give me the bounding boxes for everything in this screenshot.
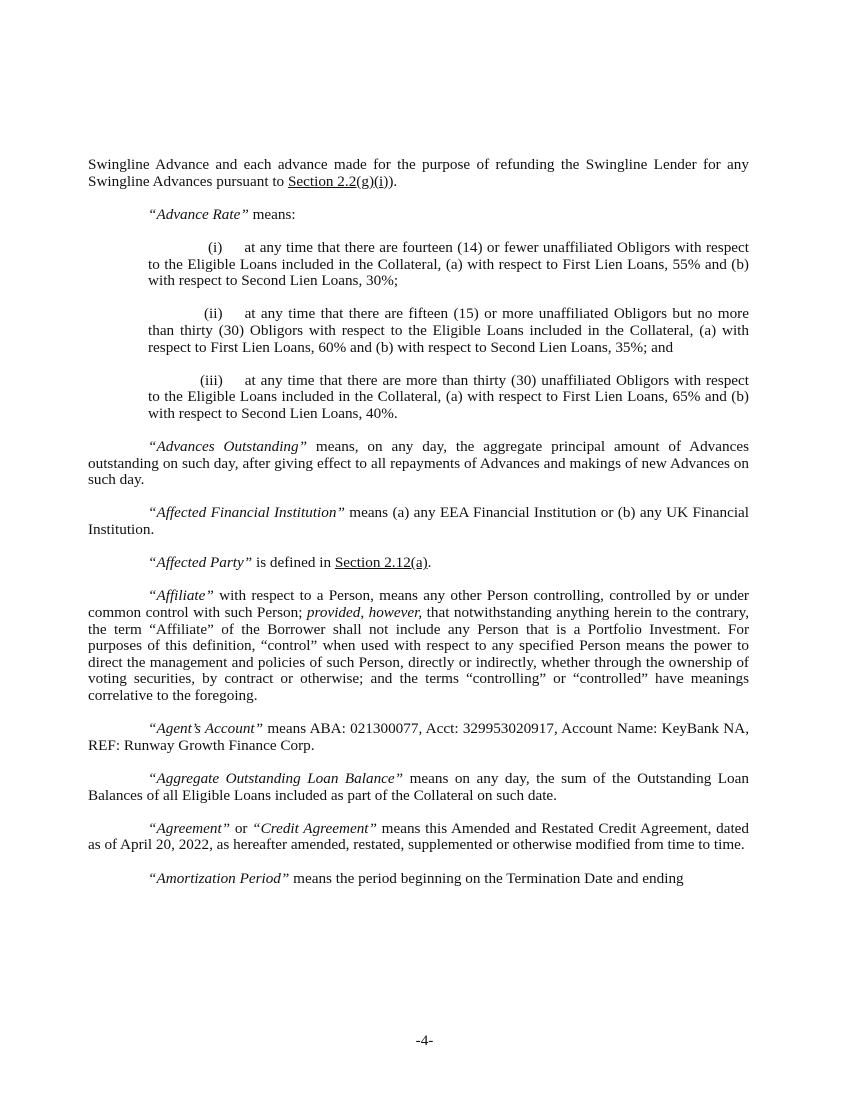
defined-term: “Credit Agreement” [252,819,377,837]
definition-aggregate-outstanding-loan-balance [88,771,749,804]
definition-advances-outstanding [88,439,749,489]
text: that notwithstanding anything herein to the contrary, the term “Affiliate” of the Borrower shall not include any Person that is a Portfolio Investment. For purposes of this definition, “control” when used with respect to any specified Person means the power to direct the management and policies of such Person, directly or indirectly, whether through the ownership of voting securities, by contract or otherwise; and the terms “controlling” or “controlled” have meanings correlative to the foregoing. [88,604,749,704]
defined-term: “Agreement” [148,819,231,837]
text: means the period beginning on the Termination Date and ending [289,869,684,887]
text: means ABA: 021300077, Acct: 329953020917, Account Name: KeyBank NA, REF: Runway Growth Finance Corp. [88,720,749,754]
text: is defined in [252,554,335,572]
text: ). [388,172,398,190]
defined-term: “Affected Financial Institution” [148,504,345,522]
clause-number: (iii) [200,371,223,389]
text: at any time that there are fourteen (14) or fewer unaffiliated Obligors with respect to the Eligible Loans included in the Collateral, (a) with respect to First Lien Loans, 55% and (b) with respect to Second Lien Loans, 30%; [148,238,749,290]
clause-iii [148,373,749,423]
definition-affected-financial-institution [88,505,749,538]
text: means, on any day, the aggregate principal amount of Advances outstanding on such day, after giving effect to all repayments of Advances and makings of new Advances on such day. [88,438,749,489]
text: at any time that there are fifteen (15) or more unaffiliated Obligors but no more than thirty (30) Obligors with respect to the Eligible Loans included in the Collateral, (a) with respect to First Lien Loans, 60% and (b) with respect to Second Lien Loans, 35%; and [148,305,749,356]
proviso: provided, however, [306,604,423,622]
clause-number: (ii) [204,305,223,323]
definition-affiliate [88,588,749,704]
defined-term: “Aggregate Outstanding Loan Balance” [148,769,404,787]
definition-advance-rate [88,207,749,224]
paragraph-swingline-continuation [88,157,749,190]
clause-number: (i) [208,238,223,256]
defined-term: “Advances Outstanding” [148,438,308,456]
text: . [427,554,432,572]
section-reference: Section 2.12(a) [334,554,428,572]
defined-term: “Affected Party” [148,554,253,572]
clause-ii [148,306,749,356]
section-reference: Section 2.2(g)(i) [287,172,389,190]
definition-affected-party [88,555,749,572]
definition-agents-account [88,721,749,754]
definition-agreement [88,821,749,854]
defined-term: “Advance Rate” [148,205,249,223]
text: with respect to a Person, means any other Person controlling, controlled by or under common control with such Person; [88,587,749,622]
defined-term: “Affiliate” [148,587,214,605]
text: means on any day, the sum of the Outstanding Loan Balances of all Eligible Loans included as part of the Collateral on such date. [88,769,749,804]
clause-i [148,240,749,290]
text: means this Amended and Restated Credit Agreement, dated as of April 20, 2022, as hereafter amended, restated, supplemented or otherwise modified from time to time. [88,819,749,854]
page-number: -4- [415,1032,434,1049]
text: at any time that there are more than thirty (30) unaffiliated Obligors with respect to the Eligible Loans included in the Collateral, (a) with respect to First Lien Loans, 65% and (b) with respect to Second Lien Loans, 40%. [148,371,749,422]
text: Swingline Advance and each advance made for the purpose of refunding the Swingline Lender for any Swingline Advances pursuant to [88,156,749,190]
definition-amortization-period [88,871,749,888]
document-page [88,157,749,904]
defined-term: “Amortization Period” [148,869,290,887]
defined-term: “Agent’s Account” [148,720,264,738]
text: means (a) any EEA Financial Institution or (b) any UK Financial Institution. [88,504,749,539]
text: means: [248,205,296,223]
text: or [230,819,253,837]
